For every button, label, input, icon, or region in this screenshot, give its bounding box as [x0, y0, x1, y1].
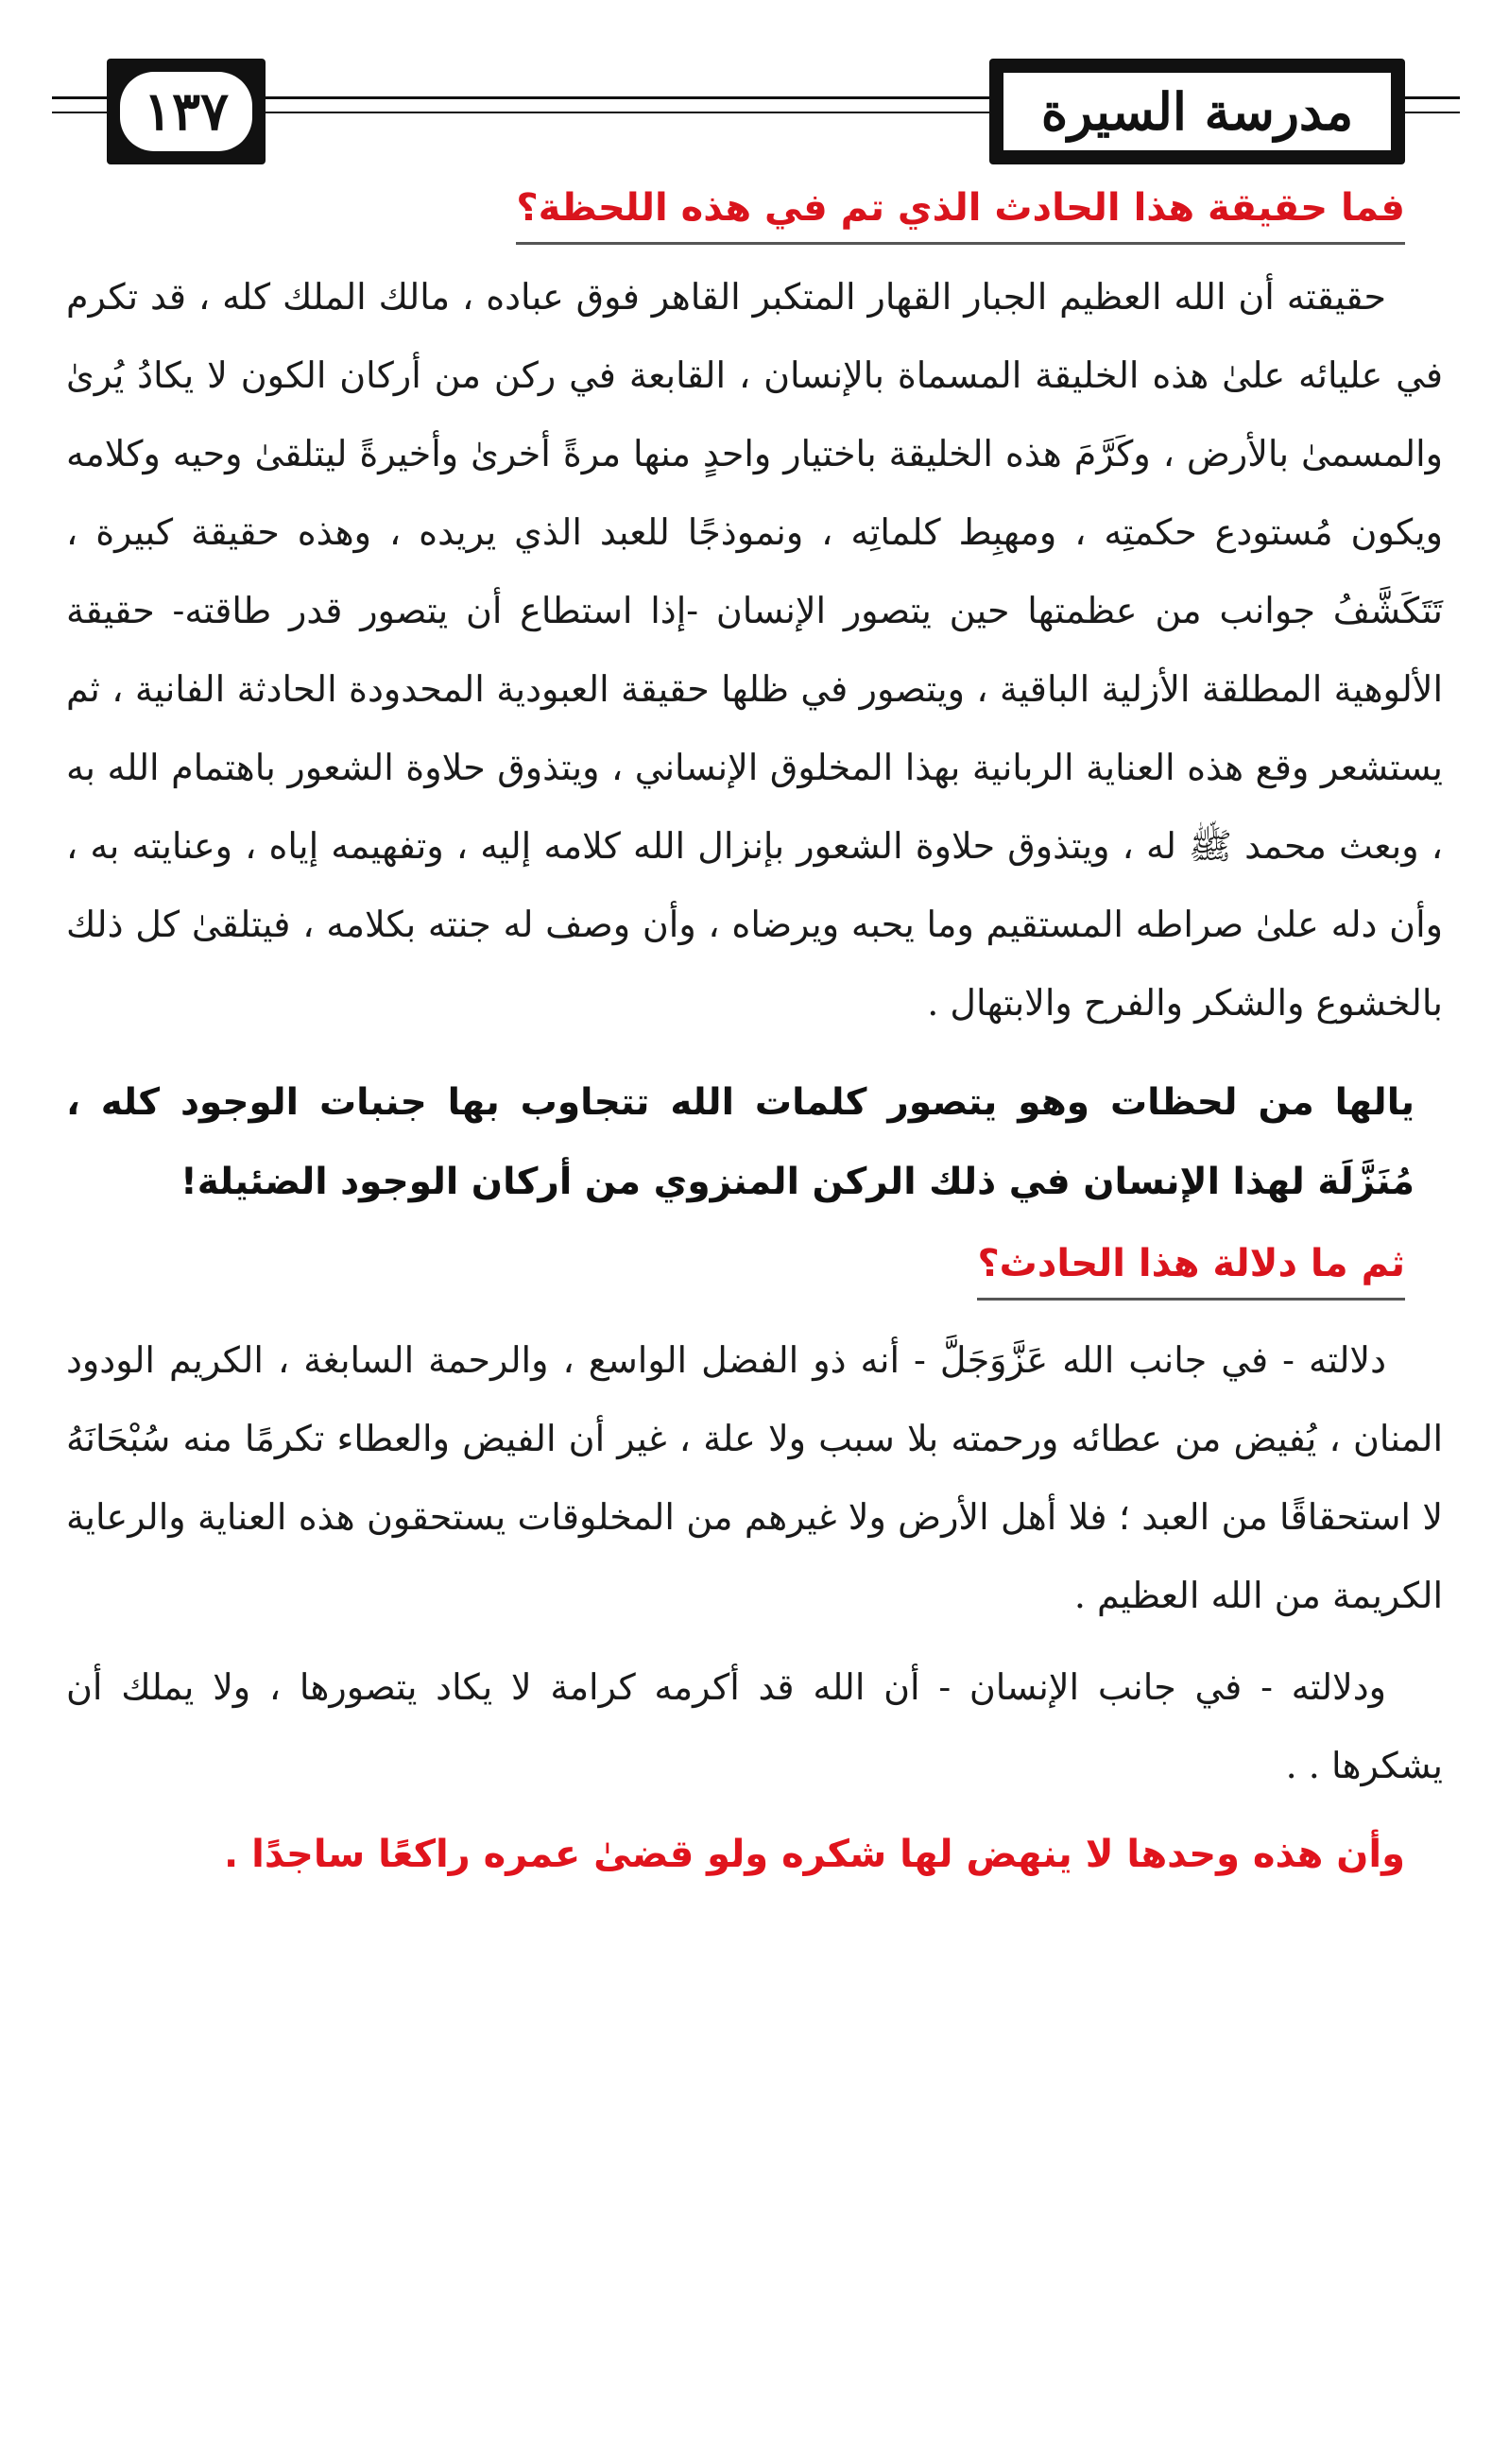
question-1-answer — [66, 258, 1443, 1042]
page-header — [52, 59, 1460, 172]
question-2-answer-part-2 — [66, 1648, 1443, 1805]
question-2-answer-part-1 — [66, 1321, 1443, 1635]
question-2-heading: ثم ما دلالة هذا الحادث؟ — [977, 1235, 1405, 1301]
question-2-answer-part-2-text: ودلالته - في جانب الإنسان - أن الله قد أكرمه كرامة لا يكاد يتصورها ، ولا يملك أن يشكرها . . — [66, 1666, 1443, 1786]
question-2-answer-part-1-text: دلالته - في جانب الله عَزَّوَجَلَّ - أنه ذو الفضل الواسع ، والرحمة السابغة ، الكريم الودود المنان ، يُفيض من عطائه ورحمته بلا سبب ولا علة ، غير أن الفيض والعطاء تكرمًا منه سُبْحَانَهُ لا استحقاقًا من العبد ؛ فلا أهل الأرض ولا غيرهم من المخلوقات يستحقون هذه العناية والرعاية الكريمة من الله العظيم . — [66, 1339, 1443, 1616]
question-1-heading: فما حقيقة هذا الحادث الذي تم في هذه اللحظة؟ — [516, 180, 1405, 245]
emphasis-paragraph: يالها من لحظات وهو يتصور كلمات الله تتجاوب بها جنبات الوجود كله ، مُنَزَّلَة لهذا الإنسان في ذلك الركن المنزوي من أركان الوجود الضئيلة! — [66, 1081, 1415, 1203]
page-content — [66, 180, 1443, 1883]
page-number: ١٣٧ — [120, 72, 252, 151]
series-title-frame — [989, 59, 1405, 164]
closing-statement: وأن هذه وحدها لا ينهض لها شكره ولو قضىٰ عمره راكعًا ساجدًا . — [224, 1833, 1405, 1876]
series-title: مدرسة السيرة — [1001, 70, 1394, 153]
question-1-answer-text: حقيقته أن الله العظيم الجبار القهار المتكبر القاهر فوق عباده ، مالك الملك كله ، قد تكرم في عليائه علىٰ هذه الخليقة المسماة بالإنسان ، القابعة في ركن من أركان الكون لا يكادُ يُرىٰ والمسمىٰ بالأرض ، وكَرَّمَ هذه الخليقة باختيار واحدٍ منها مرةً أخرىٰ وأخيرةً ليتلقىٰ وحيه وكلامه ويكون مُستودع حكمتِه ، ومهبِط كلماتِه ، ونموذجًا للعبد الذي يريده ، وهذه حقيقة كبيرة ، تَتَكَشَّفُ جوانب من عظمتها حين يتصور الإنسان -إذا استطاع أن يتصور قدر طاقته- حقيقة الألوهية المطلقة الأزلية الباقية ، ويتصور في ظلها حقيقة العبودية المحدودة الحادثة الفانية ، ثم يستشعر وقع هذه العناية الربانية بهذا المخلوق الإنساني ، ويتذوق حلاوة الشعور باهتمام الله به ، وبعث محمد ﷺ له ، ويتذوق حلاوة الشعور بإنزال الله كلامه إليه ، وتفهيمه إياه ، وعنايته به ، وأن دله علىٰ صراطه المستقيم وما يحبه ويرضاه ، وأن وصف له جنته بكلامه ، فيتلقىٰ كل ذلك بالخشوع والشكر والفرح والابتهال . — [66, 276, 1443, 1024]
page-number-frame — [107, 59, 266, 164]
question-1-heading-wrap — [66, 180, 1443, 245]
question-2-heading-wrap — [66, 1235, 1443, 1301]
